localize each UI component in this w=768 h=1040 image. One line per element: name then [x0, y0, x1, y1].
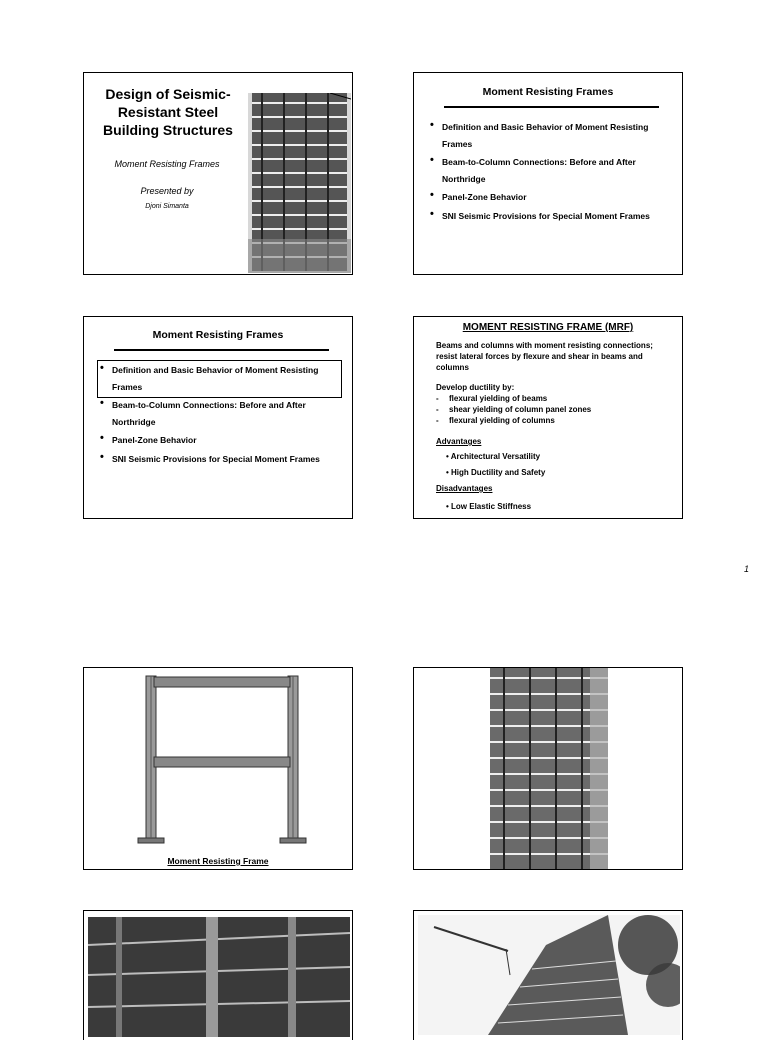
presented-by-label: Presented by: [140, 186, 194, 196]
author-name: Djoni Simanta: [145, 203, 189, 210]
advantages-heading: Advantages: [436, 437, 482, 446]
disadvantage-item: • Low Elastic Stiffness: [446, 502, 532, 511]
slide-title: [83, 72, 353, 275]
list-item: • SNI Seismic Provisions for Special Moment Frames: [100, 451, 330, 468]
slide-outline: [413, 72, 683, 275]
ductility-heading: Develop ductility by:: [436, 383, 515, 392]
slide-title-text: MOMENT RESISTING FRAME (MRF): [462, 322, 634, 333]
building-photo: [490, 668, 608, 870]
list-item: • Definition and Basic Behavior of Moment Resisting Frames: [100, 362, 330, 395]
title-rule: [114, 349, 329, 351]
ductility-item: - shear yielding of column panel zones: [436, 405, 592, 414]
slide-frame-diagram: [83, 667, 353, 870]
list-item: • Panel-Zone Behavior: [100, 432, 330, 449]
title-rule: [444, 106, 659, 108]
steel-structure-photo: [88, 917, 350, 1037]
figure-caption: Moment Resisting Frame: [167, 856, 269, 866]
disadvantages-heading: Disadvantages: [436, 484, 493, 493]
building-photo: [248, 93, 351, 273]
tower-crane-photo: [418, 915, 680, 1035]
ductility-item: - flexural yielding of beams: [436, 394, 548, 403]
advantage-item: • Architectural Versatility: [446, 452, 541, 461]
outline-list: [430, 119, 675, 226]
outline-list: [100, 362, 330, 469]
presentation-title: Design of Seismic-Resistant Steel Building Structures: [103, 86, 233, 138]
moment-frame-diagram: [84, 668, 353, 853]
list-item: • Beam-to-Column Connections: Before and After Northridge: [430, 154, 675, 187]
slide-outline-highlighted: [83, 316, 353, 519]
page-number: 1: [744, 564, 750, 574]
list-item: • Definition and Basic Behavior of Moment Resisting Frames: [430, 119, 675, 152]
presentation-subtitle: Moment Resisting Frames: [114, 159, 220, 169]
list-item: • Panel-Zone Behavior: [430, 189, 675, 206]
list-item: • Beam-to-Column Connections: Before and After Northridge: [100, 397, 330, 430]
ductility-item: - flexural yielding of columns: [436, 416, 555, 425]
slide-mrf-definition: [413, 316, 683, 519]
mrf-definition: Beams and columns with moment resisting connections; resist lateral forces by flexure and shear in beams and columns: [436, 341, 653, 372]
slide-steel-photo: [83, 910, 353, 1040]
slide-tower-photo: [413, 910, 683, 1040]
advantage-item: • High Ductility and Safety: [446, 468, 546, 477]
list-item: • SNI Seismic Provisions for Special Moment Frames: [430, 208, 675, 225]
slide-title-text: Moment Resisting Frames: [482, 86, 614, 98]
slide-building-photo: [413, 667, 683, 870]
slide-title-text: Moment Resisting Frames: [152, 329, 284, 341]
